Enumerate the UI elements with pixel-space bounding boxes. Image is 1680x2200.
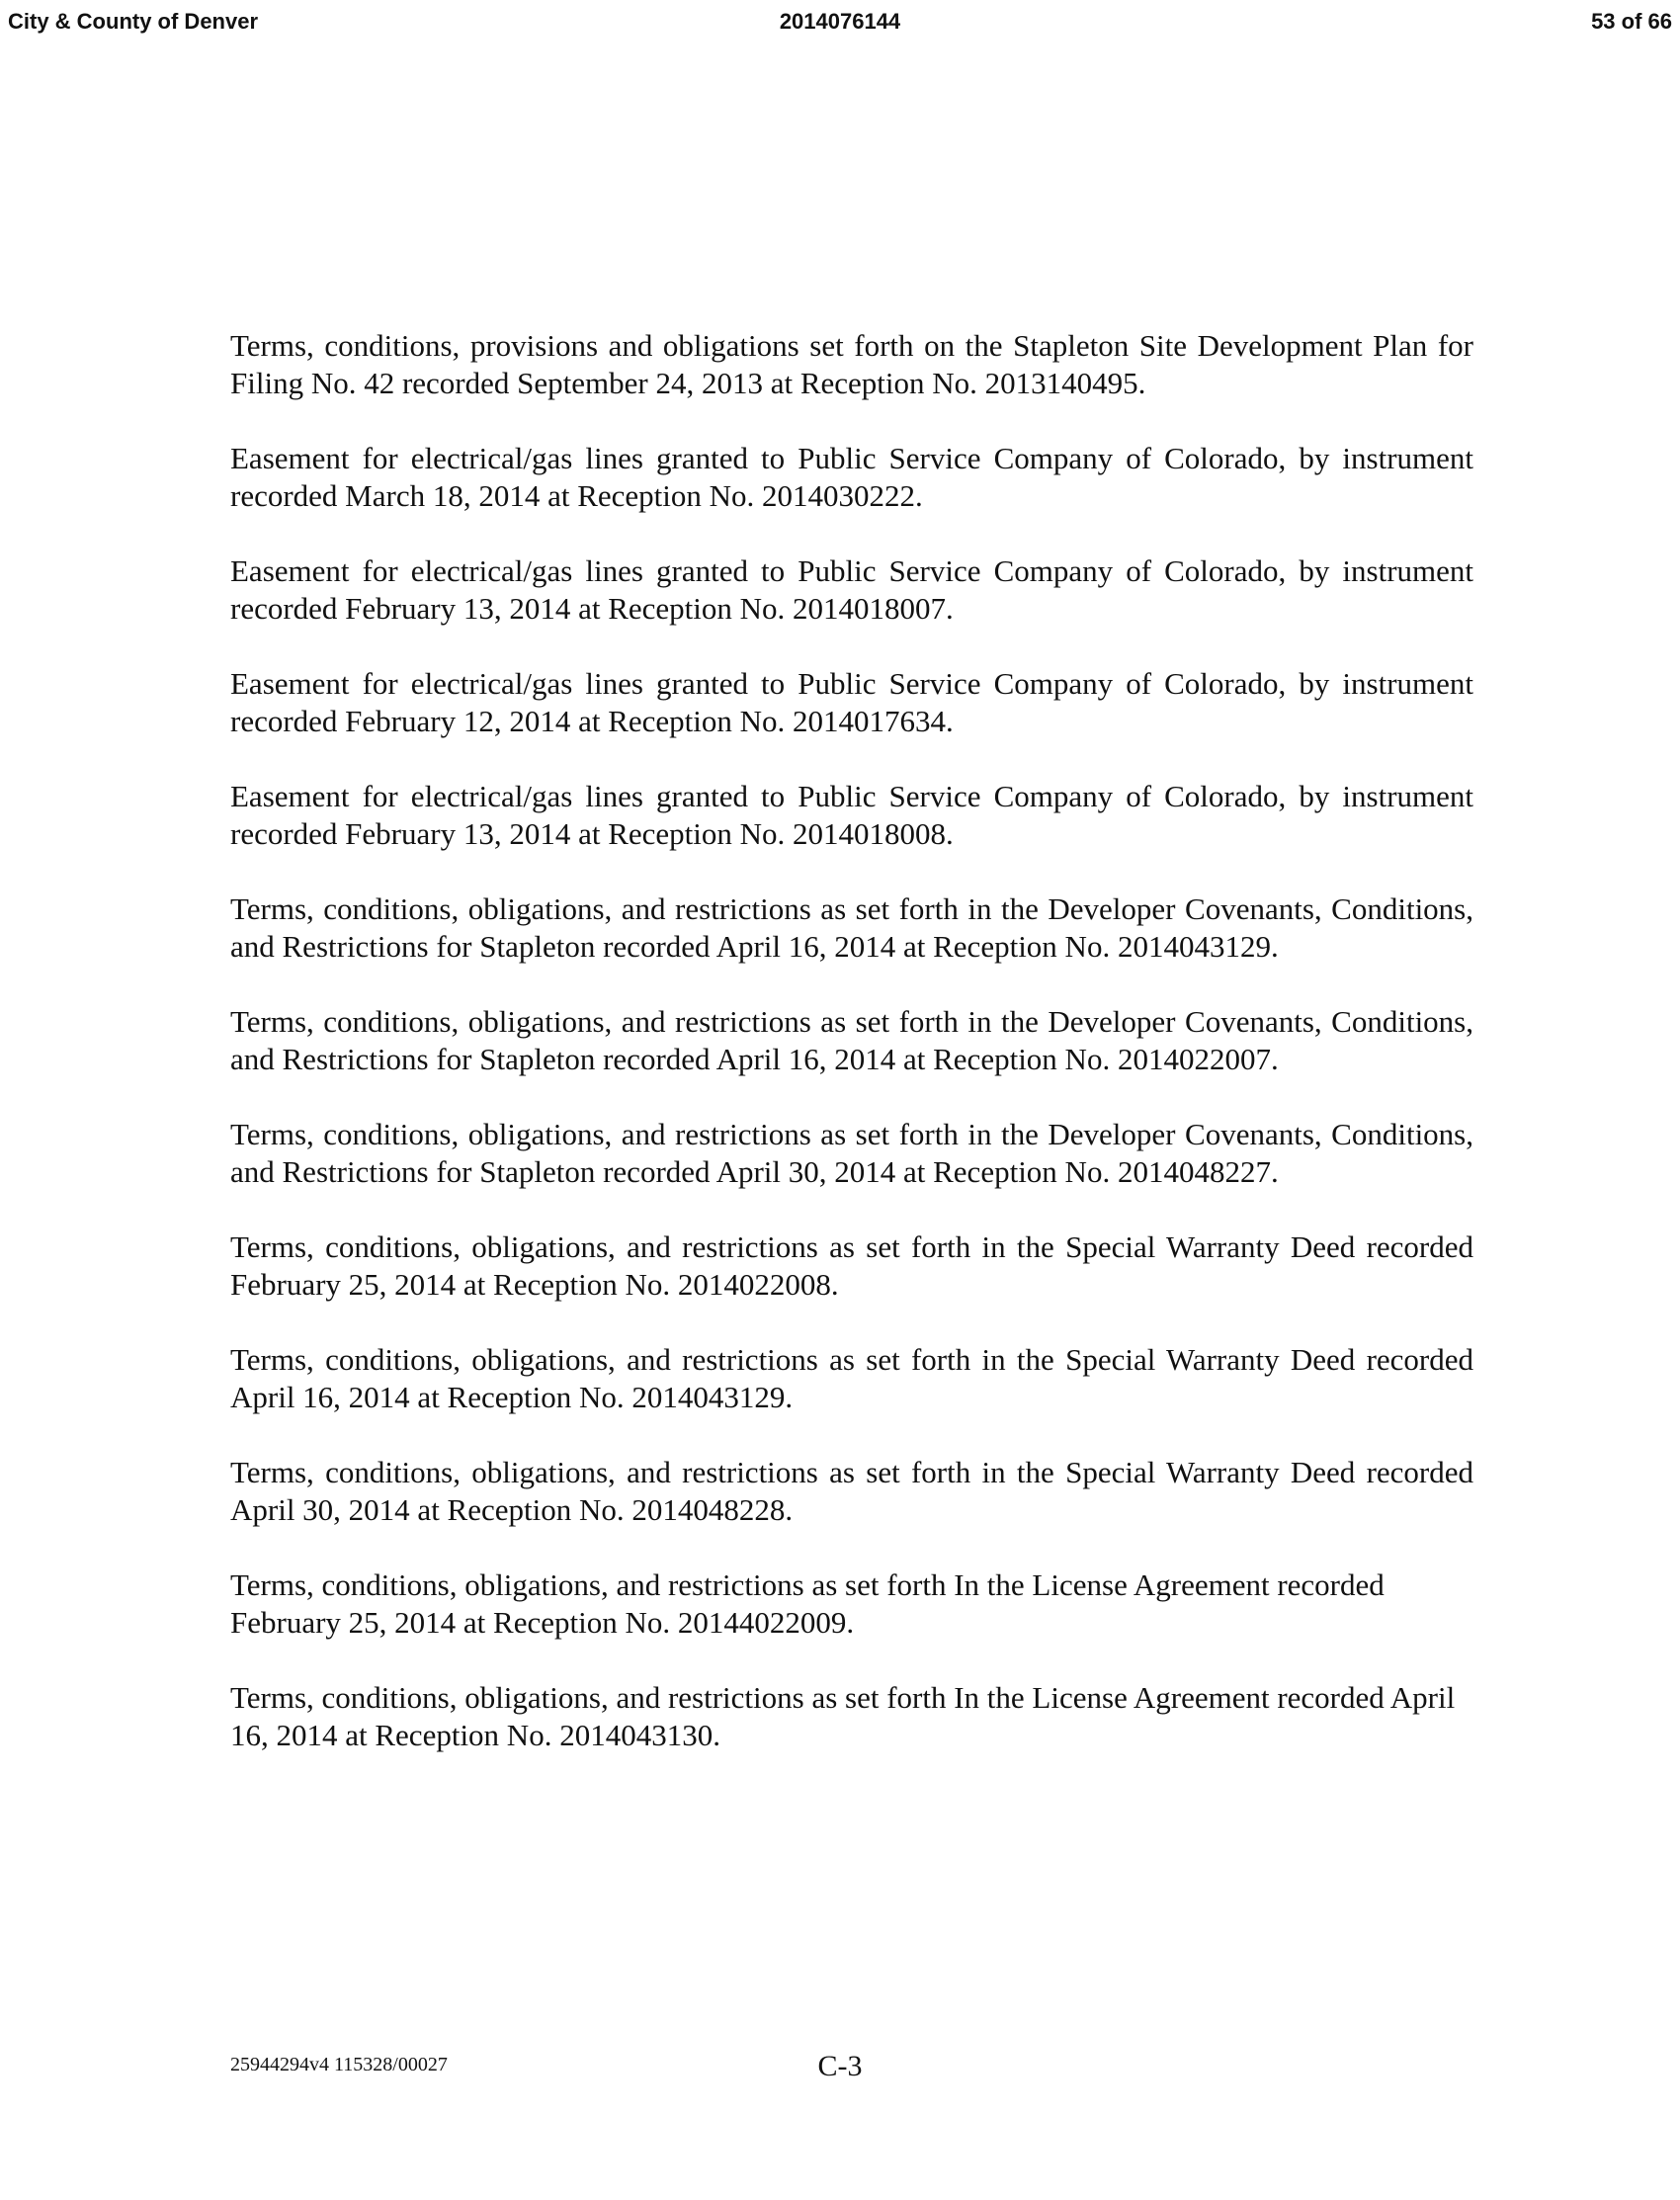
paragraph-easement-3: Easement for electrical/gas lines granted to Public Service Company of Colorado, by instrument recorded February 12, 2014 at Reception No. 2014017634.	[230, 666, 1473, 738]
header-county: City & County of Denver	[8, 9, 259, 34]
paragraph-covenants-3: Terms, conditions, obligations, and restrictions as set forth in the Developer Covenants, Conditions, and Restrictions for Stapleton recorded April 30, 2014 at Reception No. 2014048227.	[230, 1117, 1473, 1189]
paragraph-covenants-2: Terms, conditions, obligations, and restrictions as set forth in the Developer Covenants, Conditions, and Restrictions for Stapleton recorded April 16, 2014 at Reception No. 2014022007.	[230, 1004, 1473, 1076]
paragraph-license-agreement-1: Terms, conditions, obligations, and restrictions as set forth In the License Agreement recorded February 25, 2014 at Reception No. 20144022009.	[230, 1567, 1385, 1640]
paragraph-easement-4: Easement for electrical/gas lines granted to Public Service Company of Colorado, by instrument recorded February 13, 2014 at Reception No. 2014018008.	[230, 779, 1473, 851]
header-page-count: 53 of 66	[1591, 9, 1672, 34]
footer-page-label: C-3	[817, 2050, 863, 2082]
header-reception-number: 2014076144	[779, 9, 901, 34]
footer-document-code: 25944294v4 115328/00027	[230, 2054, 448, 2075]
paragraph-easement-2: Easement for electrical/gas lines granted to Public Service Company of Colorado, by instrument recorded February 13, 2014 at Reception No. 2014018007.	[230, 553, 1473, 626]
paragraph-covenants-1: Terms, conditions, obligations, and restrictions as set forth in the Developer Covenants, Conditions, and Restrictions for Stapleton recorded April 16, 2014 at Reception No. 2014043129.	[230, 891, 1473, 964]
paragraph-warranty-deed-2: Terms, conditions, obligations, and restrictions as set forth in the Special Warranty Deed recorded April 16, 2014 at Reception No. 2014043129.	[230, 1342, 1473, 1414]
paragraph-warranty-deed-3: Terms, conditions, obligations, and restrictions as set forth in the Special Warranty Deed recorded April 30, 2014 at Reception No. 2014048228.	[230, 1455, 1473, 1527]
paragraph-site-development-plan: Terms, conditions, provisions and obligations set forth on the Stapleton Site Development Plan for Filing No. 42 recorded September 24, 2013 at Reception No. 2013140495.	[230, 328, 1473, 400]
document-body	[230, 327, 1473, 1792]
page-header	[8, 6, 1672, 38]
paragraph-warranty-deed-1: Terms, conditions, obligations, and restrictions as set forth in the Special Warranty Deed recorded February 25, 2014 at Reception No. 2014022008.	[230, 1229, 1473, 1302]
paragraph-license-agreement-2: Terms, conditions, obligations, and restrictions as set forth In the License Agreement recorded April 16, 2014 at Reception No. 2014043130.	[230, 1680, 1456, 1752]
paragraph-easement-1: Easement for electrical/gas lines granted to Public Service Company of Colorado, by instrument recorded March 18, 2014 at Reception No. 2014030222.	[230, 441, 1473, 513]
